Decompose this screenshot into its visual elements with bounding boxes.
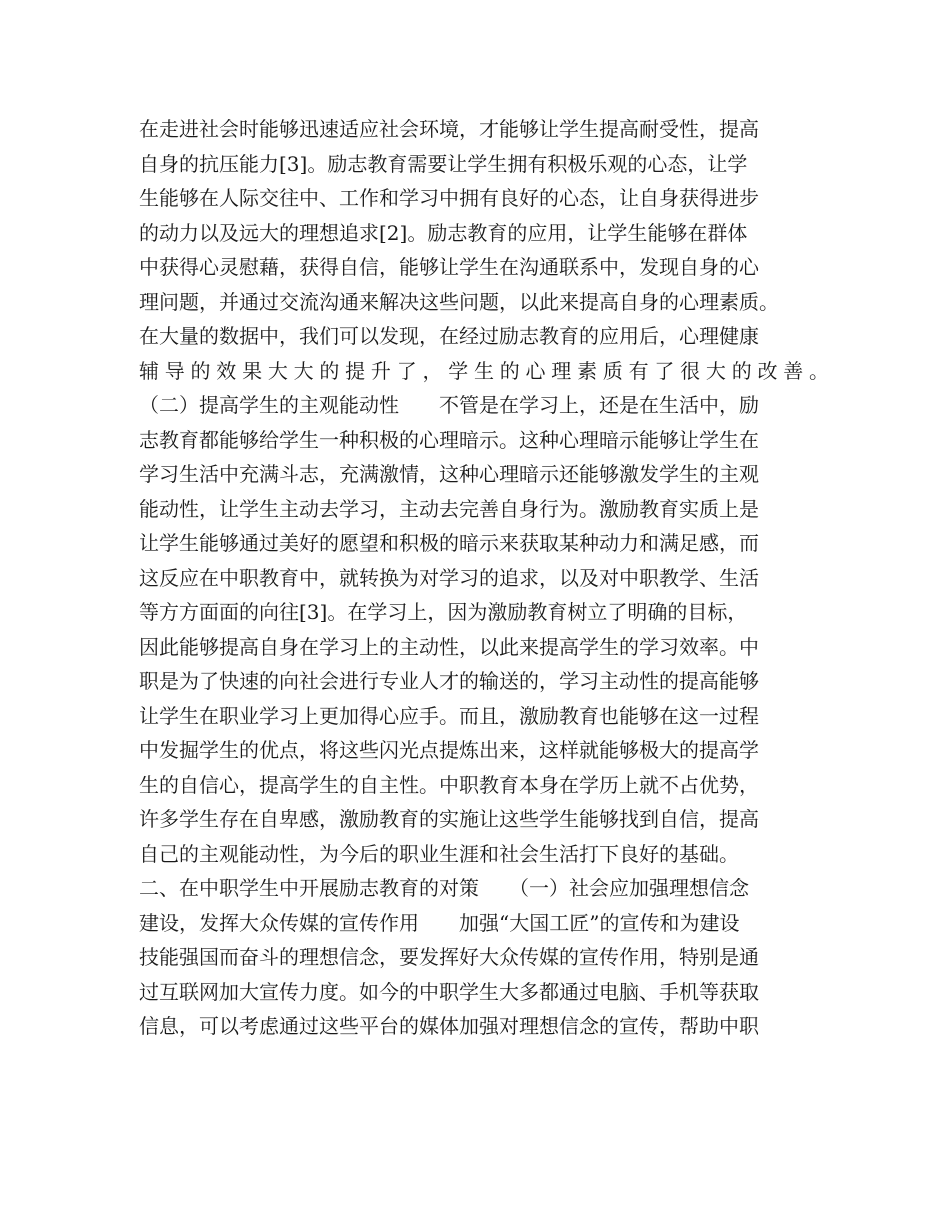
text-line: 生的自信心，提高学生的自主性。中职教育本身在学历上就不占优势， (139, 772, 759, 797)
text-line: 能动性，让学生主动去学习，主动去完善自身行为。激励教育实质上是 (139, 496, 759, 521)
text-line: 过互联网加大宣传力度。如今的中职学生大多都通过电脑、手机等获取 (139, 979, 759, 1004)
text-line: 信息，可以考虑通过这些平台的媒体加强对理想信念的宣传，帮助中职 (139, 1014, 759, 1038)
text-line: 自己的主观能动性，为今后的职业生涯和社会生活打下良好的基础。 (139, 841, 739, 866)
text-line: 中获得心灵慰藉，获得自信，能够让学生在沟通联系中，发现自身的心 (139, 255, 759, 279)
text-line: 二、在中职学生中开展励志教育的对策 （一）社会应加强理想信念 (139, 876, 749, 900)
text-line: 让学生在职业学习上更加得心应手。而且，激励教育也能够在这一过程 (139, 703, 759, 728)
text-line: 的动力以及远大的理想追求[2]。励志教育的应用，让学生能够在群体 (139, 220, 748, 245)
text-line: 等方方面面的向往[3]。在学习上，因为激励教育树立了明确的目标， (139, 600, 748, 624)
text-line: 许多学生存在自卑感，激励教育的实施让这些学生能够找到自信，提高 (139, 807, 759, 831)
text-line: 自身的抗压能力[3]。励志教育需要让学生拥有积极乐观的心态，让学 (139, 151, 748, 176)
text-line: 在走进社会时能够迅速适应社会环境，才能够让学生提高耐受性，提高 (139, 117, 759, 141)
text-line: 生能够在人际交往中、工作和学习中拥有良好的心态，让自身获得进步 (139, 186, 759, 210)
text-line: 职是为了快速的向社会进行专业人才的输送的，学习主动性的提高能够 (139, 669, 759, 693)
text-line: 志教育都能够给学生一种积极的心理暗示。这种心理暗示能够让学生在 (139, 427, 759, 452)
text-line: 在大量的数据中，我们可以发现，在经过励志教育的应用后，心理健康 (139, 324, 759, 348)
text-line: 技能强国而奋斗的理想信念，要发挥好大众传媒的宣传作用，特别是通 (139, 945, 759, 969)
text-line: 建设，发挥大众传媒的宣传作用 加强“大国工匠”的宣传和为建设 (139, 910, 740, 935)
text-line: （二）提高学生的主观能动性 不管是在学习上，还是在生活中，励 (139, 393, 759, 417)
text-line: 学习生活中充满斗志，充满激情，这种心理暗示还能够激发学生的主观 (139, 462, 759, 486)
text-line: 中发掘学生的优点，将这些闪光点提炼出来，这样就能够极大的提高学 (139, 738, 759, 762)
text-line: 辅导的效果大大的提升了，学生的心理素质有了很大的改善。 (139, 358, 829, 383)
text-line: 理问题，并通过交流沟通来解决这些问题，以此来提高自身的心理素质。 (139, 289, 779, 314)
text-line: 这反应在中职教育中，就转换为对学习的追求，以及对中职教学、生活 (139, 565, 759, 590)
text-line: 因此能够提高自身在学习上的主动性，以此来提高学生的学习效率。中 (139, 634, 759, 659)
text-line: 让学生能够通过美好的愿望和积极的暗示来获取某种动力和满足感，而 (139, 531, 759, 555)
body-text (139, 112, 829, 1044)
